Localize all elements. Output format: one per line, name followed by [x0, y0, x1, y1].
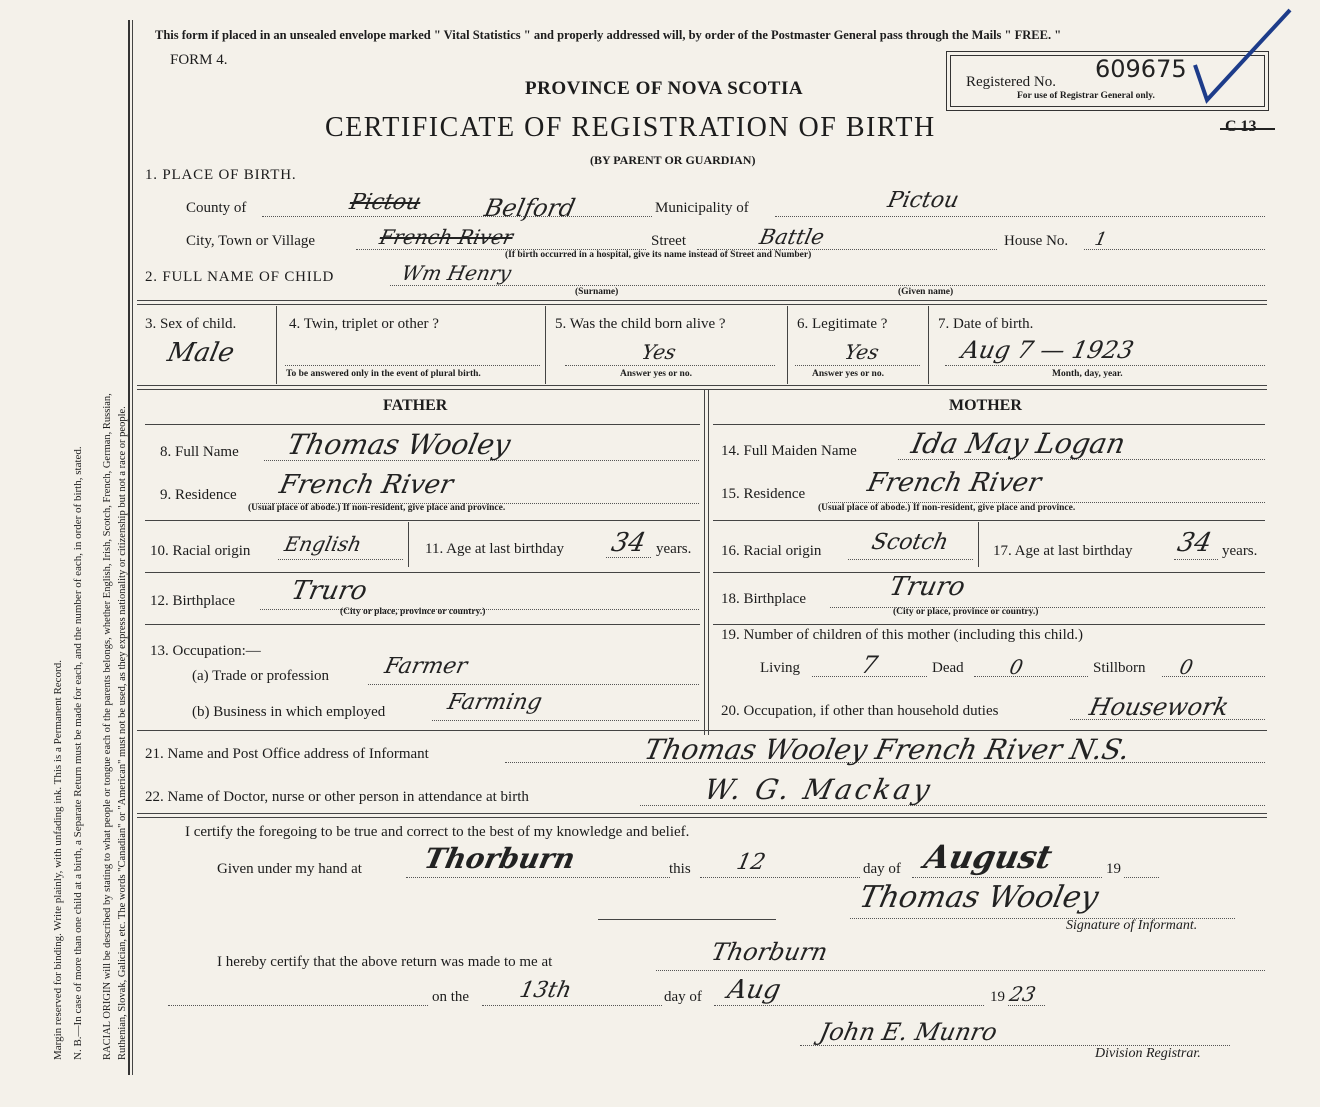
registrar-note: For use of Registrar General only.: [1017, 91, 1155, 101]
month-line: [912, 877, 1102, 878]
father-heading: FATHER: [383, 397, 448, 414]
dead-label: Dead: [932, 660, 964, 676]
registrar-month-line: [714, 1005, 984, 1006]
given-place-line: [406, 877, 670, 878]
date-label: 7. Date of birth.: [938, 316, 1034, 332]
mother-rule-1: [713, 424, 1265, 425]
parents-divider-b: [708, 390, 709, 735]
father-res-label: 9. Residence: [160, 487, 237, 503]
registrar-year-suffix: 23: [1007, 982, 1039, 1006]
postal-notice: This form if placed in an unsealed envelope marked " Vital Statistics " and properly addressed will, by order of the Postmaster General pass through the Mails " FREE. ": [155, 28, 1062, 42]
date-line: [945, 365, 1265, 366]
father-race-label: 10. Racial origin: [150, 543, 251, 559]
informant-label: 21. Name and Post Office address of Informant: [145, 746, 429, 762]
day-value: 12: [734, 850, 768, 875]
sex-label: 3. Sex of child.: [145, 316, 237, 332]
rule-before-informant: [137, 730, 1267, 731]
mother-children-label: 19. Number of children of this mother (including this child.): [721, 627, 1084, 643]
on-the-label: on the: [432, 989, 470, 1005]
place-of-birth-label: 1. PLACE OF BIRTH.: [145, 167, 297, 183]
year-line: [1124, 877, 1159, 878]
mother-bp-label: 18. Birthplace: [721, 591, 806, 607]
informant-value: Thomas Wooley French River N.S.: [641, 733, 1133, 766]
city-value: French River: [377, 225, 516, 249]
father-name-value: Thomas Wooley: [284, 428, 514, 461]
col-divider-2: [545, 306, 546, 384]
father-rule-3: [145, 572, 700, 573]
child-name-label: 2. FULL NAME OF CHILD: [145, 269, 335, 285]
father-age-unit: years.: [656, 541, 692, 557]
mother-occ-label: 20. Occupation, if other than household duties: [721, 703, 999, 719]
given-label: Given under my hand at: [217, 861, 362, 877]
mother-age-line: [1174, 559, 1218, 560]
corner-mark: C 13: [1225, 118, 1257, 135]
legit-label: 6. Legitimate ?: [797, 316, 888, 332]
father-biz-value: Farming: [445, 690, 545, 715]
margin-note-4: Ruthenian, Slovak, Galician, etc. The words "Canadian" or "American" must not be used, as they express nationality or citizenship but not a race or people.: [117, 406, 128, 1060]
dead-value: 0: [1007, 655, 1026, 679]
rule-after-name: [137, 300, 1267, 305]
father-rule-1: [145, 424, 700, 425]
house-label: House No.: [1004, 233, 1069, 249]
mother-rule-2: [713, 520, 1265, 521]
mother-rule-4: [713, 624, 1265, 625]
mother-bp-value: Truro: [886, 572, 968, 602]
living-value: 7: [859, 651, 881, 679]
registrar-day-line: [482, 1005, 662, 1006]
mother-res-value: French River: [864, 468, 1044, 498]
mother-res-note: (Usual place of abode.) If non-resident, give place and province.: [818, 503, 1076, 513]
mother-race-label: 16. Racial origin: [721, 543, 822, 559]
father-biz-line: [432, 720, 699, 721]
date-note: Month, day, year.: [1052, 369, 1123, 379]
county-label: County of: [186, 200, 247, 216]
col-divider-1: [276, 306, 277, 384]
municipality-line: [775, 216, 1265, 217]
hospital-note: (If birth occurred in a hospital, give its name instead of Street and Number): [505, 250, 812, 260]
doctor-label: 22. Name of Doctor, nurse or other person in attendance at birth: [145, 789, 529, 805]
certify-statement: I certify the foregoing to be true and correct to the best of my knowledge and belief.: [185, 824, 690, 840]
mother-age-label: 17. Age at last birthday: [993, 543, 1133, 559]
alive-line: [565, 365, 775, 366]
form-number: FORM 4.: [170, 52, 228, 68]
mother-bp-note: (City or place, province or country.): [893, 607, 1039, 617]
father-race-divider: [408, 522, 409, 567]
street-value: Battle: [757, 225, 827, 249]
county-overwrite: Belford: [482, 194, 578, 222]
informant-signature-caption: Signature of Informant.: [1066, 918, 1198, 933]
mother-heading: MOTHER: [949, 397, 1022, 414]
given-name-note: (Given name): [898, 287, 954, 297]
registrar-year-line: [1008, 1005, 1045, 1006]
father-res-value: French River: [276, 470, 456, 500]
margin-note-2: N. B.—In case of more than one child at a birth, a Separate Return must be made for each, and the number of each, in order of birth, stated.: [72, 446, 84, 1060]
seal-line: [598, 919, 776, 920]
twin-note: To be answered only in the event of plural birth.: [286, 369, 481, 379]
mother-race-value: Scotch: [869, 530, 951, 555]
father-age-value: 34: [608, 528, 649, 558]
father-trade-value: Farmer: [382, 654, 470, 679]
mother-name-label: 14. Full Maiden Name: [721, 443, 857, 459]
mother-race-line: [848, 559, 973, 560]
mother-rule-3: [713, 572, 1265, 573]
mother-name-value: Ida May Logan: [908, 427, 1129, 460]
municipality-label: Municipality of: [655, 200, 749, 216]
legit-line: [795, 365, 920, 366]
registrar-day-value: 13th: [517, 978, 574, 1003]
informant-signature: Thomas Wooley: [856, 880, 1102, 915]
day-line: [700, 877, 860, 878]
child-name-line: [390, 285, 1265, 286]
father-rule-4: [145, 624, 700, 625]
alive-label: 5. Was the child born alive ?: [555, 316, 726, 332]
col-divider-4: [928, 306, 929, 384]
alive-note: Answer yes or no.: [620, 369, 692, 379]
month-value: August: [920, 838, 1056, 876]
registrar-lead-line: [168, 1005, 428, 1006]
father-age-label: 11. Age at last birthday: [425, 541, 564, 557]
father-race-value: English: [282, 532, 364, 556]
checkmark-icon: [1185, 5, 1295, 105]
registered-label: Registered No.: [966, 74, 1056, 90]
father-race-line: [278, 559, 403, 560]
father-biz-label: (b) Business in which employed: [192, 704, 386, 720]
certificate-title: CERTIFICATE OF REGISTRATION OF BIRTH: [325, 112, 936, 143]
twin-line: [285, 365, 540, 366]
col-divider-3: [787, 306, 788, 384]
rule-before-certify: [137, 813, 1267, 818]
rule-before-parents: [137, 385, 1267, 390]
mother-age-value: 34: [1174, 528, 1215, 558]
parents-divider-a: [704, 390, 705, 735]
day-of-label: day of: [863, 861, 901, 877]
mother-race-divider: [978, 522, 979, 567]
living-label: Living: [760, 660, 800, 676]
mother-res-label: 15. Residence: [721, 486, 806, 502]
mother-occ-value: Housework: [1087, 693, 1232, 721]
margin-rule-inner: [132, 20, 133, 1075]
province-heading: PROVINCE OF NOVA SCOTIA: [525, 78, 804, 99]
street-label: Street: [651, 233, 686, 249]
registrar-statement: I hereby certify that the above return was made to me at: [217, 954, 553, 970]
sex-value: Male: [164, 338, 238, 368]
legit-value: Yes: [842, 340, 882, 364]
margin-note-3: RACIAL ORIGIN will be described by stating to what people or tongue each of the parents belongs, whether English, Irish, Scotch, French, German, Russian,: [102, 393, 113, 1060]
father-rule-2: [145, 520, 700, 521]
father-bp-note: (City or place, province or country.): [340, 607, 486, 617]
this-label: this: [669, 861, 691, 877]
alive-value: Yes: [639, 340, 679, 364]
legit-note: Answer yes or no.: [812, 369, 884, 379]
registered-number: 609675: [1095, 55, 1187, 83]
city-label: City, Town or Village: [186, 233, 316, 249]
twin-label: 4. Twin, triplet or other ?: [289, 316, 439, 332]
margin-note-1: Margin reserved for binding. Write plainly, with unfading ink. This is a Permanent Record.: [52, 660, 64, 1060]
mother-age-unit: years.: [1222, 543, 1258, 559]
doctor-value: W. G. Mackay: [701, 773, 936, 806]
surname-note: (Surname): [575, 287, 619, 297]
father-bp-value: Truro: [288, 576, 370, 606]
county-value: Pictou: [347, 190, 424, 215]
father-occ-label: 13. Occupation:—: [150, 643, 261, 659]
child-name-value: Wm Henry: [399, 261, 514, 285]
stillborn-value: 0: [1177, 655, 1196, 679]
year-prefix: 19: [1106, 861, 1121, 877]
given-place-value: Thorburn: [421, 842, 579, 875]
house-value: 1: [1092, 229, 1109, 250]
father-name-label: 8. Full Name: [160, 444, 239, 460]
father-trade-line: [368, 684, 699, 685]
registrar-place-value: Thorburn: [709, 938, 831, 966]
registrar-month-value: Aug: [724, 975, 784, 1005]
municipality-value: Pictou: [885, 188, 962, 213]
father-res-note: (Usual place of abode.) If non-resident, give place and province.: [248, 503, 506, 513]
father-bp-label: 12. Birthplace: [150, 593, 235, 609]
date-value: Aug 7 — 1923: [959, 336, 1137, 364]
house-line: [1084, 249, 1265, 250]
registrar-place-line: [656, 970, 1265, 971]
registrar-signature: John E. Munro: [817, 1018, 1000, 1046]
county-line: [262, 216, 652, 217]
corner-mark-strike: [1220, 128, 1275, 130]
certificate-subtitle: (BY PARENT OR GUARDIAN): [590, 153, 756, 167]
registrar-caption: Division Registrar.: [1095, 1046, 1201, 1061]
dead-line: [974, 676, 1088, 677]
registrar-year-prefix: 19: [990, 989, 1005, 1005]
registrar-day-of-label: day of: [664, 989, 702, 1005]
stillborn-label: Stillborn: [1093, 660, 1146, 676]
father-trade-label: (a) Trade or profession: [192, 668, 330, 684]
margin-rule: [128, 20, 130, 1075]
